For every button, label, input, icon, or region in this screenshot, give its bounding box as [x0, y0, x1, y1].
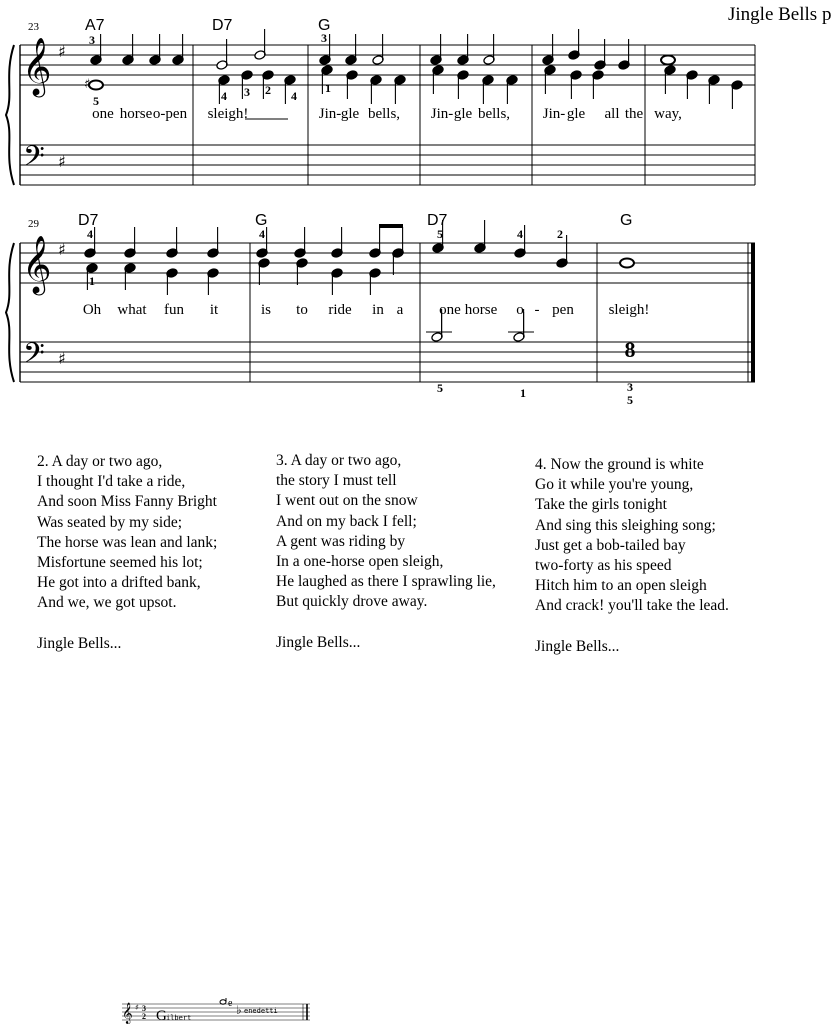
- lyric-syllable: Jin-: [430, 106, 454, 122]
- fingering-number: 1: [520, 386, 526, 400]
- bass-clef-icon: 𝄢: [23, 140, 45, 180]
- lyric-syllable: one: [439, 302, 461, 318]
- lyric-syllable: Jin-: [542, 106, 566, 122]
- lyric-syllable: o: [516, 302, 524, 318]
- fingering-number: 4: [259, 227, 265, 241]
- verse-2: [37, 452, 217, 654]
- lyric-syllable: Oh: [82, 302, 102, 318]
- verse-line: But quickly drove away.: [276, 593, 428, 611]
- measure-number: 29: [28, 218, 39, 230]
- whole-note: [620, 259, 634, 268]
- lyric-syllable: to: [296, 302, 308, 318]
- verse-line: Was seated by my side;: [37, 513, 183, 531]
- fingering-number: 3: [244, 85, 250, 99]
- svg-text:♯: ♯: [135, 1003, 139, 1012]
- verse-line: The horse was lean and lank;: [37, 533, 218, 551]
- verse-line: And on my back I fell;: [276, 512, 417, 530]
- fingering-number: 4: [87, 227, 93, 241]
- fingering-number: 2: [265, 83, 271, 97]
- verse-line: And crack! you'll take the lead.: [535, 597, 729, 615]
- key-signature-sharp: ♯: [58, 240, 66, 259]
- svg-text:♭: ♭: [236, 1003, 242, 1017]
- fingering-number: 1: [325, 81, 331, 95]
- chord-symbol: G: [620, 212, 633, 229]
- lyric-syllable: it: [209, 302, 219, 318]
- verse-line: A gent was riding by: [276, 532, 406, 550]
- verse-refrain: Jingle Bells...: [276, 633, 361, 651]
- bass-clef-icon: 𝄢: [23, 337, 45, 377]
- brace: [6, 243, 14, 382]
- lyric-syllable: gle: [566, 106, 586, 122]
- lyric-syllable: all: [604, 106, 620, 122]
- verse-line: Go it while you're young,: [535, 476, 694, 494]
- verse-line: Just get a bob-tailed bay: [535, 536, 686, 554]
- fingering-number: 5: [437, 227, 443, 241]
- verse-refrain: Jingle Bells...: [535, 637, 620, 655]
- lyric-syllable: fun: [164, 302, 184, 318]
- lyric-syllable: ride: [328, 302, 352, 318]
- lyric-syllable: horse: [464, 302, 498, 318]
- verse-line: Take the girls tonight: [535, 496, 667, 514]
- fingering-number: 4: [291, 89, 297, 103]
- lyric-syllable: pen: [552, 302, 574, 318]
- lyric-syllable: sleigh!: [608, 302, 650, 318]
- verse-line: I thought I'd take a ride,: [37, 473, 186, 491]
- lyric-syllable: is: [260, 302, 272, 318]
- key-signature-sharp: ♯: [58, 42, 66, 61]
- verse-line: And sing this sleighing song;: [535, 516, 716, 534]
- verse-line: He laughed as there I sprawling lie,: [276, 573, 496, 591]
- verse-line: 4. Now the ground is white: [535, 456, 704, 473]
- lyric-syllable: bells,: [477, 106, 511, 122]
- svg-text:𝄞: 𝄞: [122, 1003, 133, 1024]
- music-score: [0, 0, 835, 420]
- verse-line: 2. A day or two ago,: [37, 453, 163, 470]
- lyric-syllable: gle: [453, 106, 473, 122]
- lyric-syllable: in: [372, 302, 384, 318]
- lyric-syllable: o-pen: [152, 106, 188, 122]
- brace: [6, 45, 14, 185]
- lyric-syllable: the: [624, 106, 644, 122]
- fingering-number: 4: [221, 89, 227, 103]
- svg-text:3: 3: [142, 1004, 146, 1013]
- svg-text:2: 2: [142, 1012, 146, 1021]
- chord-symbol: A7: [85, 17, 105, 34]
- fingering-number: 3: [89, 33, 95, 47]
- verse-4: [535, 455, 729, 657]
- lyric-syllable: Jin-: [318, 106, 342, 122]
- fingering-number: 3: [321, 31, 327, 45]
- lyric-syllable: a: [396, 302, 404, 318]
- lyric-syllable: bells,: [367, 106, 401, 122]
- verse-line: Misfortune seemed his lot;: [37, 554, 203, 572]
- fingering-number: 1: [89, 274, 95, 288]
- lyric-syllable: one: [92, 106, 114, 122]
- verse-line: In a one-horse open sleigh,: [276, 553, 444, 571]
- note-beam: [379, 224, 403, 228]
- sharp-icon: ♯: [84, 77, 91, 92]
- treble-clef-icon: 𝄞: [22, 235, 52, 293]
- lyric-syllable: way,: [654, 106, 682, 122]
- fingering-number: 5: [627, 393, 633, 407]
- svg-text:ilbert: ilbert: [166, 1014, 192, 1022]
- lyric-syllable: sleigh!: [207, 106, 249, 122]
- verse-line: two-forty as his speed: [535, 557, 672, 575]
- bass-chord-glyph: 8: [624, 337, 636, 362]
- verse-line: I went out on the snow: [276, 492, 418, 510]
- svg-text:enedetti: enedetti: [244, 1007, 278, 1015]
- verse-3: [276, 451, 496, 653]
- lyric-syllable: horse: [119, 106, 153, 122]
- lyric-syllable: gle: [340, 106, 360, 122]
- chord-symbol: G: [318, 17, 331, 34]
- verse-line: 3. A day or two ago,: [276, 452, 402, 469]
- verse-line: Hitch him to an open sleigh: [535, 577, 707, 595]
- treble-clef-icon: 𝄞: [22, 37, 52, 95]
- lyric-syllable: what: [117, 302, 147, 318]
- fingering-number: 3: [627, 380, 633, 394]
- svg-text:e: e: [228, 998, 233, 1009]
- measure-number: 23: [28, 21, 39, 33]
- verse-refrain: Jingle Bells...: [37, 634, 122, 652]
- fingering-number: 5: [93, 94, 99, 108]
- verse-line: the story I must tell: [276, 472, 397, 490]
- whole-note: [661, 56, 675, 65]
- key-signature-sharp: ♯: [58, 152, 66, 171]
- verse-line: And soon Miss Fanny Bright: [37, 493, 217, 511]
- page-title: Jingle Bells p: [728, 4, 832, 25]
- key-signature-sharp: ♯: [58, 349, 66, 368]
- fingering-number: 4: [517, 227, 523, 241]
- chord-symbol: G: [255, 212, 268, 229]
- chord-symbol: D7: [212, 17, 233, 34]
- chord-symbol: D7: [78, 212, 99, 229]
- verse-line: He got into a drifted bank,: [37, 574, 201, 592]
- fingering-number: 2: [557, 227, 563, 241]
- composer-signature-stamp: [118, 998, 318, 1024]
- whole-note: [89, 81, 103, 90]
- verse-line: And we, we got upsot.: [37, 594, 177, 612]
- fingering-number: 5: [437, 381, 443, 395]
- lyric-syllable: -: [534, 302, 540, 318]
- svg-text:G: G: [156, 1008, 167, 1024]
- chord-symbol: D7: [427, 212, 448, 229]
